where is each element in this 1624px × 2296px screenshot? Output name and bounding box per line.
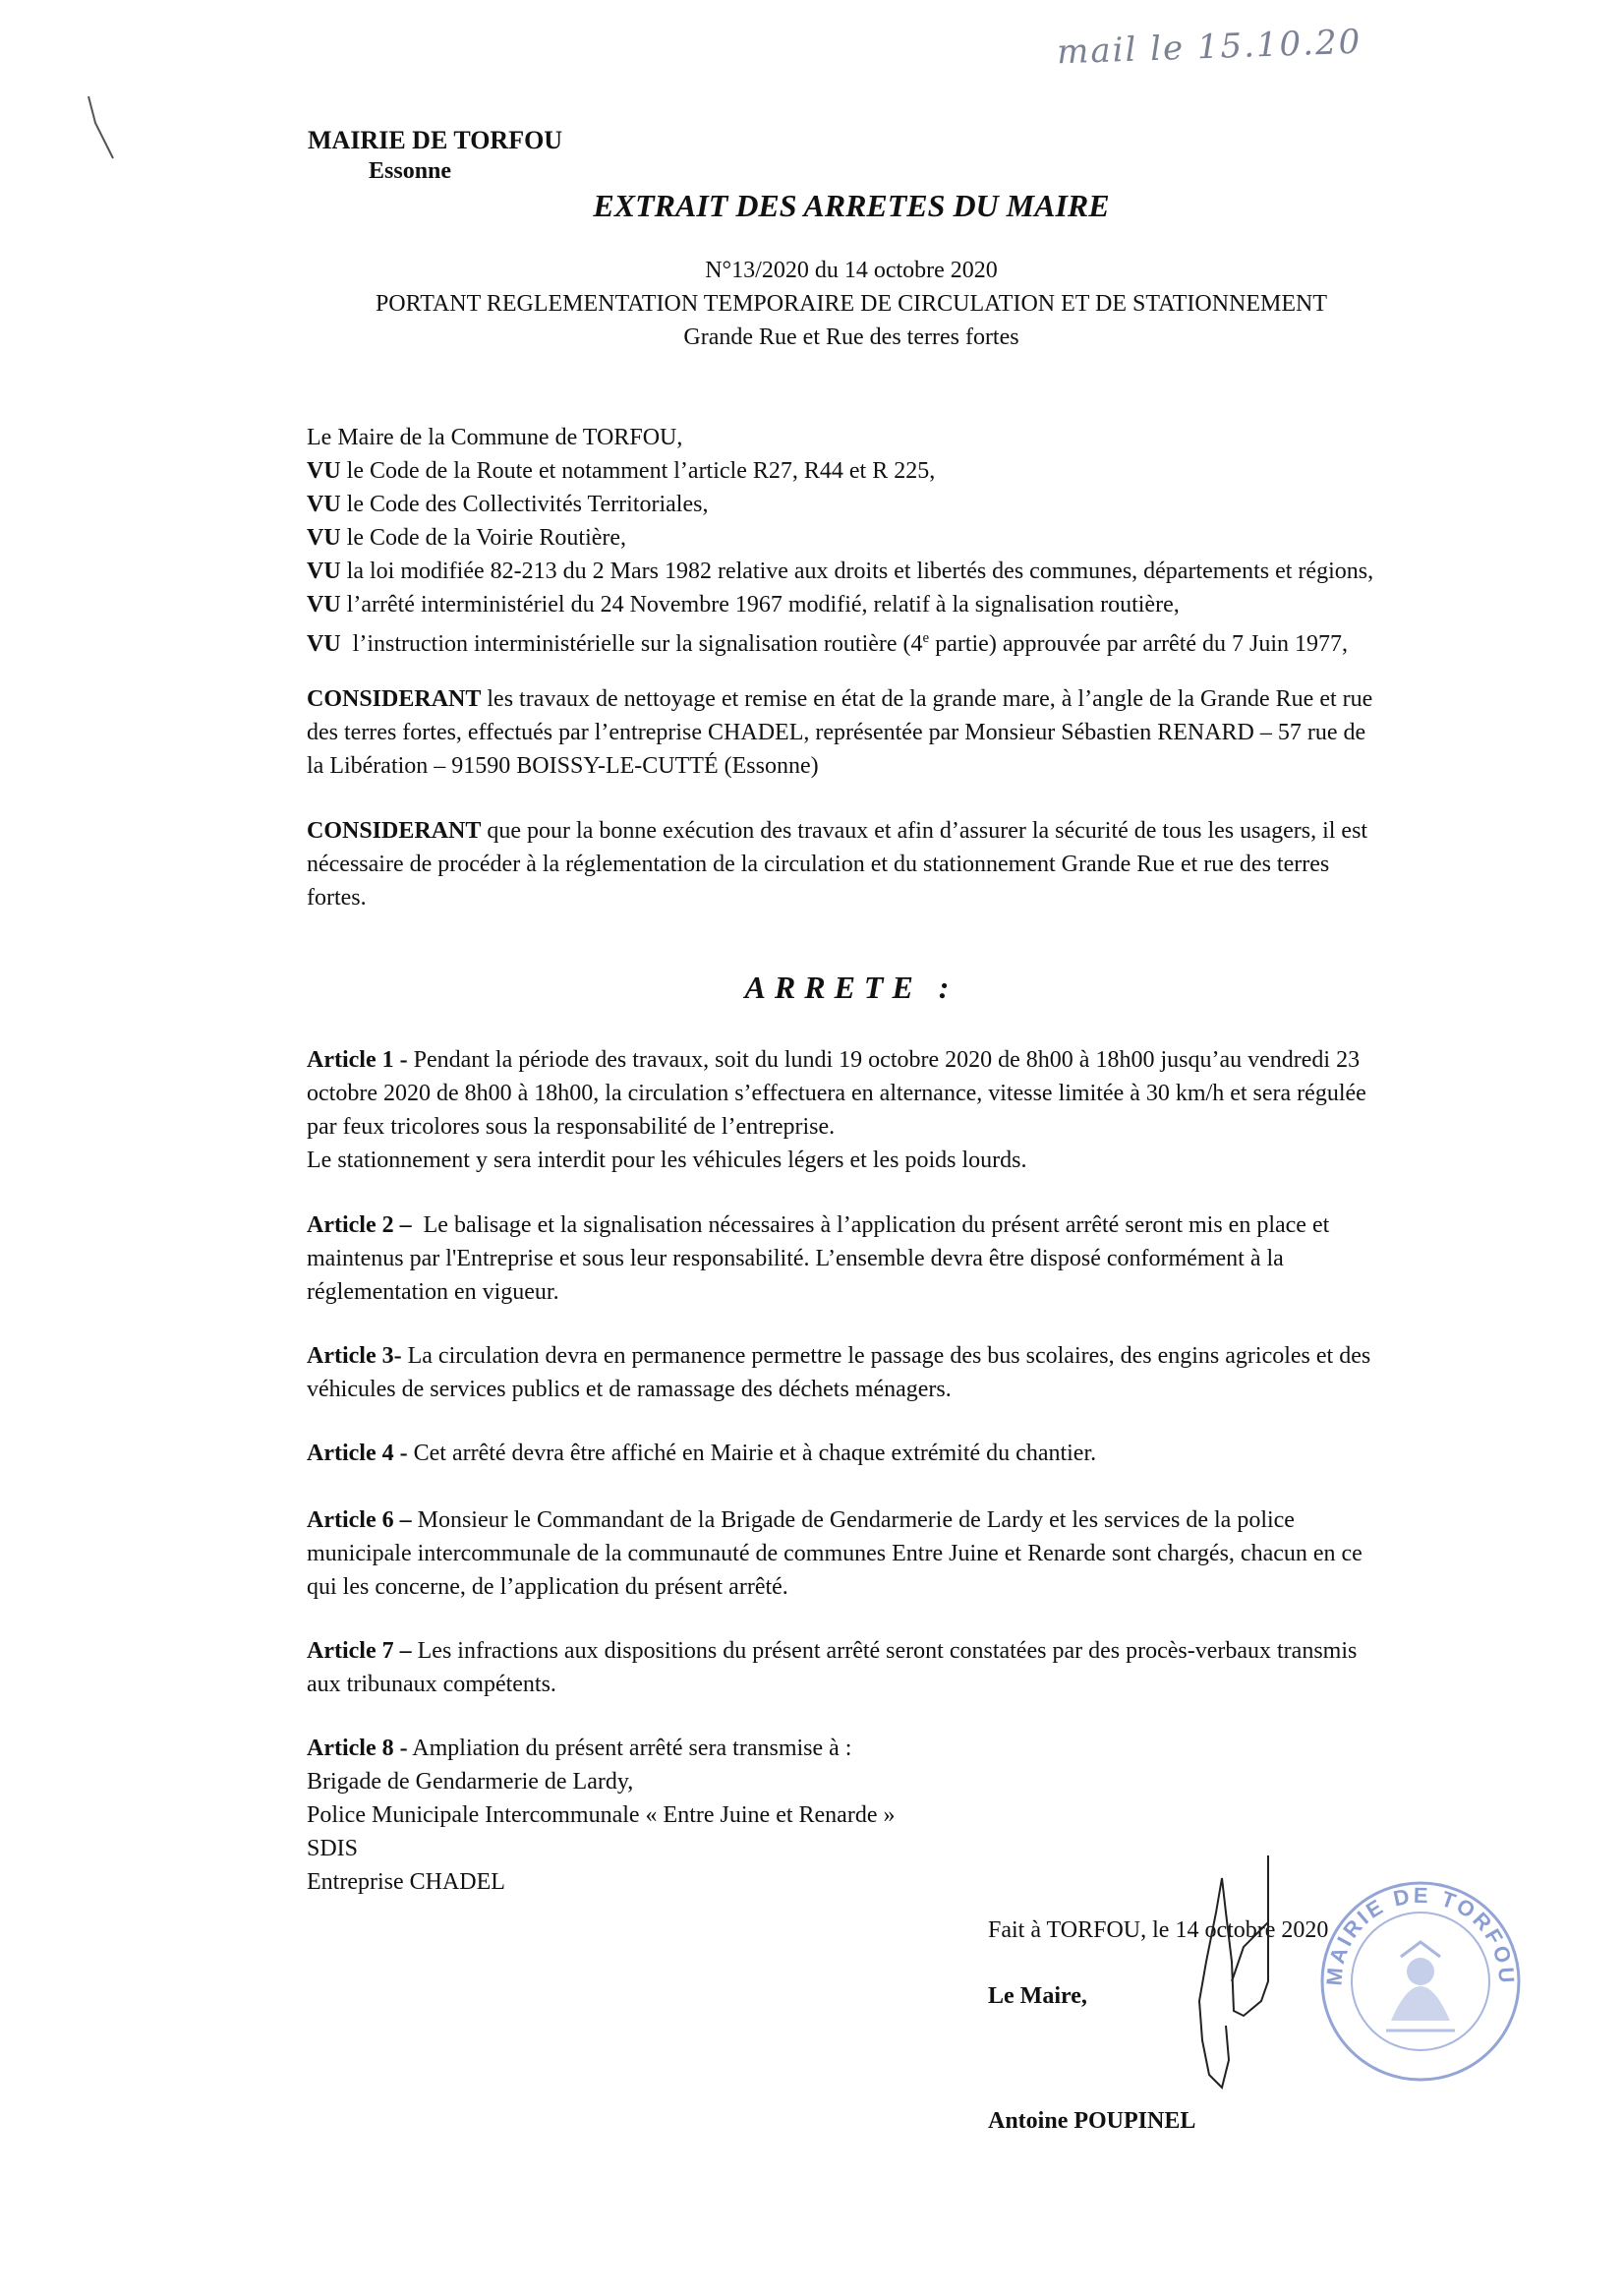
decree-subject: PORTANT REGLEMENTATION TEMPORAIRE DE CIRCULATION ET DE STATIONNEMENT bbox=[375, 291, 1328, 317]
article-6: Article 6 – Monsieur le Commandant de la Brigade de Gendarmerie de Lardy et les services de la police municipale intercommunale de la communauté de communes Entre Juine et Renarde sont chargés, chacun en ce qui les concerne, de l’application du présent arrêté. bbox=[307, 1507, 1363, 1600]
visa-line: VU le Code des Collectivités Territoriales, bbox=[307, 492, 709, 517]
mayor-signature-icon bbox=[1175, 1854, 1283, 2090]
visa-line: VU le Code de la Route et notamment l’article R27, R44 et R 225, bbox=[307, 458, 936, 484]
handwritten-mail-note: mail le 15.10.20 bbox=[1056, 22, 1363, 73]
article-3: Article 3- La circulation devra en permanence permettre le passage des bus scolaires, des engins agricoles et des véhicules de services publics et de ramassage des déchets ménagers. bbox=[307, 1343, 1371, 1402]
decree-streets: Grande Rue et Rue des terres fortes bbox=[683, 324, 1019, 350]
article-7: Article 7 – Les infractions aux dispositions du présent arrêté seront constatées par des procès-verbaux transmis aux tribunaux compétents. bbox=[307, 1638, 1358, 1697]
considerant-paragraph: CONSIDERANT les travaux de nettoyage et remise en état de la grande mare, à l’angle de la Grande Rue et rue des terres fortes, effectués par l’entreprise CHADEL, représentée par Monsieur Sébastien RENARD – 57 rue de la Libération – 91590 BOISSY-LE-CUTTÉ (Essonne) bbox=[307, 686, 1373, 779]
stamp-text: MAIRIE DE TORFOU bbox=[1321, 1882, 1520, 1987]
article-4: Article 4 - Cet arrêté devra être affiché en Mairie et à chaque extrémité du chantier. bbox=[307, 1441, 1097, 1466]
considerant-paragraph: CONSIDERANT que pour la bonne exécution des travaux et afin d’assurer la sécurité de tous les usagers, il est nécessaire de procéder à la réglementation de la circulation et du stationnement Grande Rue et rue des terres fortes. bbox=[307, 818, 1368, 911]
signature-place-date: Fait à TORFOU, le 14 octobre 2020 bbox=[988, 1917, 1329, 1943]
mayor-office-stamp-icon bbox=[1312, 1873, 1529, 2090]
visa-line: VU le Code de la Voirie Routière, bbox=[307, 525, 627, 551]
issuing-authority: MAIRIE DE TORFOU bbox=[308, 126, 563, 154]
arrete-heading: ARRETE : bbox=[744, 970, 958, 1005]
signature-role: Le Maire, bbox=[988, 1983, 1087, 2009]
document-title: EXTRAIT DES ARRETES DU MAIRE bbox=[593, 188, 1110, 223]
pen-mark-icon bbox=[84, 93, 123, 162]
article-2: Article 2 – Le balisage et la signalisation nécessaires à l’application du présent arrêté seront mis en place et maintenus par l'Entreprise et sous leur responsabilité. L’ensemble devra être disposé conformément à la réglementation en vigueur. bbox=[307, 1212, 1330, 1305]
article-1: Article 1 - Pendant la période des travaux, soit du lundi 19 octobre 2020 de 8h00 à 18h00 jusqu’au vendredi 23 octobre 2020 de 8h00 à 18h00, la circulation s’effectuera en alternance, vitesse limitée à 30 km/h et sera régulée par feux tricolores sous la responsabilité de l’entreprise. Le stationnement y sera interdit pour les véhicules légers et les poids lourds. bbox=[307, 1047, 1366, 1173]
visa-line: VU l’instruction interministérielle sur la signalisation routière (4e partie) approuvée par arrêté du 7 Juin 1977, bbox=[307, 630, 1349, 657]
department-name: Essonne bbox=[369, 158, 452, 184]
signature-name: Antoine POUPINEL bbox=[988, 2108, 1196, 2134]
visa-line: VU l’arrêté interministériel du 24 Novembre 1967 modifié, relatif à la signalisation routière, bbox=[307, 592, 1180, 618]
visa-line: VU la loi modifiée 82-213 du 2 Mars 1982 relative aux droits et libertés des communes, départements et régions, bbox=[307, 559, 1374, 584]
visas-section bbox=[307, 421, 1514, 661]
decree-number: N°13/2020 du 14 octobre 2020 bbox=[705, 258, 998, 283]
article-8: Article 8 - Ampliation du présent arrêté sera transmise à : Brigade de Gendarmerie de Lardy, Police Municipale Intercommunale « Entre Juine et Renarde » SDIS Entreprise CHADEL bbox=[307, 1736, 896, 1895]
visas-intro: Le Maire de la Commune de TORFOU, bbox=[307, 425, 683, 450]
